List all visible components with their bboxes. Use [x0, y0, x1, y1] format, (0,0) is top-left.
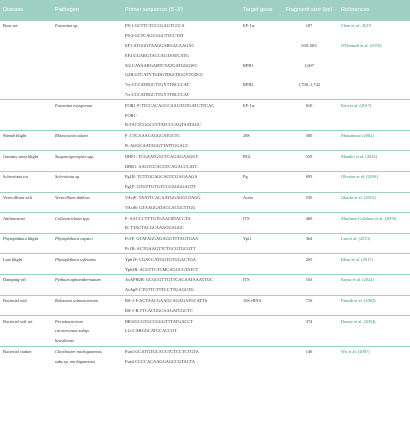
- cell-fragment: 610: [280, 100, 338, 110]
- table-row: [0, 192, 410, 202]
- cell-fragment: 460: [280, 213, 338, 223]
- cell-target: [240, 356, 280, 366]
- cell-primer: Fun2:CCCCACAAGGAGCCGTACTA: [125, 358, 196, 364]
- cell-primer: FOR1-: [125, 112, 138, 118]
- cell-fragment: 300: [280, 130, 338, 140]
- cell-primer: DBF1: TCGAATGGCTCAGAGAAGGT: [122, 151, 240, 161]
- cell-pathogen: Fusarium oxysporum: [52, 100, 122, 110]
- cell-fragment: [280, 202, 338, 212]
- cell-reference[interactable]: Martínez-Culebras et al. (2003): [338, 213, 410, 223]
- cell-fragment: [280, 223, 338, 233]
- cell-target: [240, 182, 280, 192]
- cell-target: [240, 110, 280, 120]
- cell-reference[interactable]: O'Donnell et al. (2010): [341, 42, 382, 48]
- header-pathogen: Pathogen: [52, 0, 122, 21]
- cell-reference: [338, 326, 410, 336]
- cell-disease: [0, 141, 52, 151]
- cell-primer: F: CTCAAACAGGCATGCTC: [122, 130, 240, 140]
- cell-disease: [0, 50, 52, 60]
- cell-disease: [0, 70, 52, 80]
- cell-pathogen: [52, 244, 122, 254]
- cell-disease: [0, 336, 52, 346]
- cell-reference[interactable]: Khan et al. (2017): [338, 254, 410, 264]
- cell-target: RPB1: [243, 62, 254, 68]
- header-target: Target gene: [240, 0, 280, 21]
- table-row: [0, 285, 410, 295]
- cell-target: [240, 326, 280, 336]
- cell-target: 16S rRNA: [240, 295, 280, 305]
- cell-disease: [0, 60, 52, 70]
- cell-pathogen: [52, 264, 122, 274]
- cell-disease: [0, 223, 52, 233]
- cell-reference: [338, 60, 410, 70]
- cell-reference: [338, 356, 410, 366]
- cell-primer: F8-2:GCTCAGCGGCTTCCTAT: [125, 33, 184, 39]
- table-row: [0, 161, 410, 171]
- cell-fragment: 374: [280, 316, 338, 326]
- cell-target: [240, 285, 280, 295]
- cell-target: [240, 244, 280, 254]
- cell-reference[interactable]: Duarte et al. (2004): [338, 316, 410, 326]
- table-row: [0, 141, 410, 151]
- cell-primer: 5f2:CAYAARGARTCYATGATGGGWC: [125, 62, 198, 68]
- cell-target: 28S: [240, 130, 280, 140]
- cell-primer: RS-1-F:ACTAACGAAGCAGAGATGCATTA: [122, 295, 240, 305]
- cell-disease: [0, 244, 52, 254]
- cell-primer: F8-1:GCTTCTCCCGAGTCCCA: [125, 23, 185, 29]
- cell-primer: Ypb1F: CGACCATGGTGTGGACTGA: [122, 254, 240, 264]
- cell-reference: [338, 70, 410, 80]
- cell-disease: Root rot: [3, 23, 18, 29]
- cell-pathogen: [52, 90, 122, 100]
- cell-disease: Bacterial canker: [0, 346, 52, 356]
- cell-reference: [338, 31, 410, 41]
- cell-reference: [338, 161, 410, 171]
- header-primer: Primer sequence (5'-3'): [122, 0, 240, 21]
- cell-disease: Bacterial wilt: [0, 295, 52, 305]
- cell-fragment: [280, 182, 338, 192]
- cell-disease: [0, 80, 52, 90]
- cell-reference[interactable]: Oliveira et al. (2016): [338, 171, 410, 181]
- cell-fragment: [280, 90, 338, 100]
- cell-target: ITS: [240, 213, 280, 223]
- cell-reference: [338, 50, 410, 60]
- cell-primer: DBR1: AAGTCCACGTCAGACCCATC: [125, 163, 198, 169]
- cell-pathogen: Ralstonia solanacearum: [52, 295, 122, 305]
- table-row: [0, 182, 410, 192]
- cell-disease: Bacterial soft rot: [0, 316, 52, 326]
- cell-target: [240, 50, 280, 60]
- table-row: [0, 316, 410, 326]
- cell-pathogen: [52, 141, 122, 151]
- cell-pathogen: [52, 202, 122, 212]
- cell-fragment: 163: [280, 274, 338, 284]
- cell-pathogen: [52, 31, 122, 41]
- cell-target: [240, 120, 280, 130]
- cell-primer: L1r:CARGGCATCCACCGT: [125, 328, 177, 334]
- table-row: [0, 70, 410, 80]
- cell-primer: [122, 336, 240, 346]
- cell-reference[interactable]: Chen et al., 2019: [341, 23, 371, 29]
- cell-disease: [0, 90, 52, 100]
- cell-primer: Pg1F: GTGTTGTGTCCGAGGGAGTT: [125, 184, 197, 190]
- cell-pathogen: [52, 161, 122, 171]
- cell-fragment: [280, 120, 338, 130]
- cell-target: ITS: [240, 274, 280, 284]
- cell-reference[interactable]: Gharbi et al. (2015): [338, 192, 410, 202]
- cell-reference: [338, 336, 410, 346]
- cell-fragment: 205: [280, 254, 338, 264]
- cell-target: Pg: [240, 171, 280, 181]
- cell-primer: BR1fGCGTGCCGGGTTTATGACCT: [122, 316, 240, 326]
- cell-fragment: [280, 244, 338, 254]
- cell-reference[interactable]: Mandio et al. (2022): [338, 151, 410, 161]
- cell-reference[interactable]: Pastrik et al. (2002): [338, 295, 410, 305]
- cell-primer: Fun1:GCATGTGCACCTCTCCTCTGTA: [122, 346, 240, 356]
- cell-fragment: [280, 285, 338, 295]
- cell-fragment: 530: [280, 192, 338, 202]
- cell-reference: [338, 244, 410, 254]
- header-disease: Disease: [0, 0, 52, 21]
- cell-target: [240, 346, 280, 356]
- cell-reference: [338, 223, 410, 233]
- table-row: [0, 60, 410, 70]
- table-row: [0, 151, 410, 161]
- cell-reference: [338, 264, 410, 274]
- cell-disease: [0, 356, 52, 366]
- cell-disease: [0, 161, 52, 171]
- cell-primer: EF1:ATGGGTAAGGARGACAAGAC: [125, 42, 195, 48]
- cell-disease: [0, 100, 52, 110]
- cell-reference: [338, 285, 410, 295]
- cell-fragment: 639–683: [301, 42, 317, 48]
- cell-target: [240, 161, 280, 171]
- cell-fragment: 1,607: [304, 62, 314, 68]
- cell-disease: Phytophthora blight: [0, 233, 52, 243]
- cell-primer: 7cr:CCCATRGCTTGYTTRCCCAT: [125, 82, 190, 88]
- cell-pathogen: [52, 70, 122, 80]
- table-row: [0, 50, 410, 60]
- table-row: [0, 244, 410, 254]
- cell-disease: [0, 285, 52, 295]
- cell-primer: R:TACTCGGCGTTATCCCAGTAATAGC: [125, 122, 201, 128]
- cell-disease: Damping-off: [0, 274, 52, 284]
- cell-target: [240, 316, 280, 326]
- table-row: [0, 41, 410, 51]
- header-row: [0, 0, 410, 21]
- cell-primer: 7cr:CCCATRGCTTGYTTRCCCAT: [125, 91, 190, 97]
- cell-pathogen: Stagonosporopsis spp.: [52, 151, 122, 161]
- table-row: [0, 274, 410, 284]
- cell-reference: [338, 110, 410, 120]
- table-row: [0, 213, 410, 223]
- cell-fragment: 559: [280, 151, 338, 161]
- cell-disease: Anthracnose: [0, 213, 52, 223]
- cell-primer: AsAPH2R: GCGCGTTGTTCACAATAAATTGC: [122, 274, 240, 284]
- cell-target: [240, 223, 280, 233]
- cell-fragment: [280, 50, 338, 60]
- table-row: [0, 21, 410, 31]
- cell-primer: VActF: TAATTCACAATGGAGGGTAGG: [122, 192, 240, 202]
- cell-primer: Pg1R: TCTTGCAGCAGTCGAGAAGA: [122, 171, 240, 181]
- cell-disease: [0, 120, 52, 130]
- cell-primer: Pc1F: GTATAGCAGAGGTTTAGTGAA: [122, 233, 240, 243]
- table-row: [0, 130, 410, 140]
- table-row: [0, 254, 410, 264]
- cell-reference[interactable]: Wu et al. (2007): [338, 346, 410, 356]
- cell-fragment: 716: [280, 295, 338, 305]
- cell-reference: [338, 182, 410, 192]
- cell-fragment: [280, 336, 338, 346]
- cell-primer: G2R:GTCATYTGDGTDGCDGGYTCDCC: [125, 72, 204, 78]
- table-row: [0, 171, 410, 181]
- cell-target: [240, 254, 280, 264]
- cell-primer: R: AGGCAATAGGTTATTGGACC: [125, 142, 189, 148]
- cell-pathogen: Phytophthora capsici: [52, 233, 122, 243]
- cell-pathogen: [52, 60, 122, 70]
- cell-primer: RS-1-R:TTCACGGCAAGATCGCTC: [125, 307, 193, 313]
- cell-target: [240, 141, 280, 151]
- cell-pathogen: brasiliense: [55, 338, 75, 344]
- cell-pathogen: Pythium aphanidermatum: [52, 274, 122, 284]
- cell-fragment: [280, 110, 338, 120]
- header-fragment: Fragment size (bp): [280, 0, 338, 21]
- table-row: [0, 233, 410, 243]
- table-body: [0, 21, 410, 366]
- cell-disease: Verticillium wilt: [0, 192, 52, 202]
- table-row: [0, 264, 410, 274]
- cell-pathogen: Fusarium sp.: [55, 23, 79, 29]
- cell-fragment: [280, 356, 338, 366]
- cell-disease: Late blight: [0, 254, 52, 264]
- cell-primer: AsApF:CTGTTCTTTCCTTGAGGTG: [125, 287, 194, 293]
- cell-reference[interactable]: Kunsi et al. (2022): [338, 274, 410, 284]
- cell-reference[interactable]: Kim et al. (2017): [338, 100, 410, 110]
- cell-primer: Pc1R: ACTGAAGTTCTGCGTGCGTT: [125, 245, 196, 251]
- table-row: [0, 295, 410, 305]
- cell-target: [240, 202, 280, 212]
- cell-reference: [338, 202, 410, 212]
- cell-pathogen: Clavibacter michiganensis: [52, 346, 122, 356]
- cell-fragment: 1,700–1,742: [298, 82, 320, 88]
- table-row: [0, 326, 410, 336]
- cell-reference: [338, 305, 410, 315]
- cell-primer: R: TTACTACGCAAAGGAGGC: [125, 225, 185, 231]
- cell-fragment: [280, 326, 338, 336]
- cell-pathogen: Sclerotinia sp.: [52, 171, 122, 181]
- cell-target: [240, 41, 280, 51]
- cell-reference: [338, 80, 410, 90]
- cell-pathogen: [52, 110, 122, 120]
- cell-target: [240, 264, 280, 274]
- cell-pathogen: [52, 182, 122, 192]
- cell-fragment: 146: [280, 346, 338, 356]
- cell-primer: EF2:GGARGTACCAGTSATCATG: [125, 52, 189, 58]
- table-row: [0, 110, 410, 120]
- cell-disease: [0, 110, 52, 120]
- table-row: [0, 90, 410, 100]
- cell-target: [240, 31, 280, 41]
- table-row: [0, 305, 410, 315]
- cell-target: EF-1α: [240, 100, 280, 110]
- cell-fragment: [280, 161, 338, 171]
- cell-pathogen: Pectobacterium: [52, 316, 122, 326]
- table-row: [0, 31, 410, 41]
- table-row: [0, 120, 410, 130]
- cell-target: [240, 90, 280, 100]
- cell-disease: [0, 31, 52, 41]
- cell-fragment: [280, 141, 338, 151]
- cell-target: Actin: [240, 192, 280, 202]
- cell-fragment: [280, 31, 338, 41]
- cell-pathogen: carotovorum subsp.: [55, 328, 90, 334]
- cell-primer: VActR: GTAAGGATACCACGCTTGG: [125, 204, 196, 210]
- cell-pathogen: [52, 50, 122, 60]
- header-references: References: [338, 0, 410, 21]
- cell-target: [240, 305, 280, 315]
- cell-primer: Ypb2R: ACGTTCTCMCAGGCGTATCT: [125, 266, 199, 272]
- cell-pathogen: Phytophthora infestans: [52, 254, 122, 264]
- cell-target: [240, 336, 280, 346]
- cell-pathogen: Verticillium dahliae: [52, 192, 122, 202]
- cell-disease: Gummy stem blight: [0, 151, 52, 161]
- cell-disease: Sheath blight: [0, 130, 52, 140]
- cell-disease: [0, 182, 52, 192]
- table-row: [0, 223, 410, 233]
- cell-pathogen: [52, 223, 122, 233]
- cell-pathogen: [52, 305, 122, 315]
- cell-target: EF-1α: [243, 23, 255, 29]
- table-row: [0, 80, 410, 90]
- cell-disease: [0, 202, 52, 212]
- cell-pathogen: [52, 120, 122, 130]
- cell-fragment: 695: [280, 171, 338, 181]
- cell-reference[interactable]: Lan et al. (2013): [338, 233, 410, 243]
- cell-primer: FOR1-F:TTCCACAGCCAAGTGTGATCTTCAC: [122, 100, 240, 110]
- cell-pathogen: [52, 41, 122, 51]
- cell-reference: [338, 141, 410, 151]
- cell-reference: [338, 120, 410, 130]
- cell-fragment: [280, 264, 338, 274]
- cell-disease: [0, 326, 52, 336]
- cell-primer: F: AACCCTTTGTGAACRTACCTA: [122, 213, 240, 223]
- cell-pathogen: [52, 285, 122, 295]
- cell-fragment: 364: [280, 233, 338, 243]
- table-row: [0, 356, 410, 366]
- table-row: [0, 202, 410, 212]
- cell-reference[interactable]: Matsumoto (2002): [338, 130, 410, 140]
- table-row: [0, 336, 410, 346]
- cell-target: [240, 70, 280, 80]
- cell-pathogen: [52, 80, 122, 90]
- cell-disease: [0, 41, 52, 51]
- cell-reference: [338, 90, 410, 100]
- cell-target: Ypt1: [240, 233, 280, 243]
- cell-fragment: 187: [305, 23, 313, 29]
- table-row: [0, 100, 410, 110]
- cell-pathogen: subs sp. michiganensis: [55, 358, 96, 364]
- cell-pathogen: Colletotrichum spp.: [52, 213, 122, 223]
- cell-fragment: [280, 70, 338, 80]
- cell-pathogen: Rhizoctonia solani: [52, 130, 122, 140]
- cell-disease: [0, 305, 52, 315]
- cell-target: RGI: [240, 151, 280, 161]
- cell-fragment: [280, 305, 338, 315]
- table-row: [0, 346, 410, 356]
- cell-disease: Sclerotinia rot: [0, 171, 52, 181]
- cell-disease: [0, 264, 52, 274]
- cell-target: RPB2: [243, 82, 254, 88]
